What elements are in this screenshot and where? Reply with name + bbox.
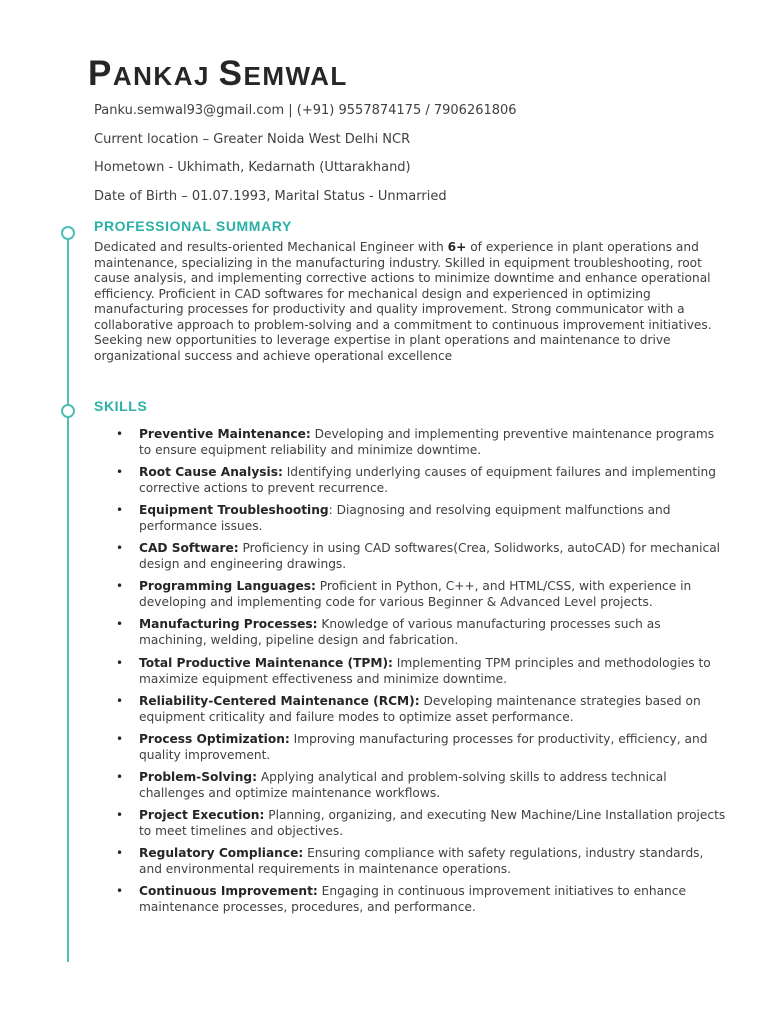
bullet-icon: • xyxy=(116,731,124,746)
skill-description: : Diagnosing and resolving equipment malfunctions and performance issues. xyxy=(139,503,671,534)
skill-item xyxy=(116,693,728,725)
summary-heading: PROFESSIONAL SUMMARY xyxy=(94,218,292,234)
bullet-icon: • xyxy=(116,884,124,899)
bullet-icon: • xyxy=(116,617,124,632)
name-first-initial: P xyxy=(88,54,113,93)
skill-title: Regulatory Compliance: xyxy=(139,846,304,861)
candidate-name xyxy=(88,56,348,91)
hometown: Hometown - Ukhimath, Kedarnath (Uttarakhand) xyxy=(94,160,411,175)
bullet-icon: • xyxy=(116,693,124,708)
skill-description: Engaging in continuous improvement initiatives to enhance maintenance processes, procedures, and performance. xyxy=(139,884,686,915)
skill-description: Developing maintenance strategies based on equipment criticality and failure modes to optimize asset performance. xyxy=(139,693,701,724)
skill-title: Programming Languages: xyxy=(139,579,316,594)
skill-title: Process Optimization: xyxy=(139,731,290,746)
skill-description: Developing and implementing preventive maintenance programs to ensure equipment reliability and minimize downtime. xyxy=(139,427,715,457)
summary-text-rest: of experience in plant operations and maintenance, specializing in the manufacturing industry. Skilled in equipment troubleshooting, root cause analysis, and implementing corrective actions to minimize downtime and enhance operational efficiency. Proficient in CAD softwares for mechanical design and experienced in optimizing manufacturing processes for productivity and quality improvement. Strong communicator with a collaborative approach to problem-solving and a commitment to continuous improvement initiatives. Seeking new opportunities to leverage expertise in plant operations and maintenance to drive organizational success and achieve operational excellence xyxy=(94,240,712,363)
skill-description: Identifying underlying causes of equipment failures and implementing corrective actions to prevent recurrence. xyxy=(139,465,716,496)
skill-title: CAD Software: xyxy=(139,541,239,556)
skill-title: Manufacturing Processes: xyxy=(139,617,318,632)
skill-description: Implementing TPM principles and methodologies to maximize equipment effectiveness and minimize downtime. xyxy=(139,655,711,686)
summary-text xyxy=(94,240,734,364)
skill-title: Reliability-Centered Maintenance (RCM): xyxy=(139,693,420,708)
skill-title: Continuous Improvement: xyxy=(139,884,318,899)
bullet-icon: • xyxy=(116,541,124,556)
summary-years: 6+ xyxy=(447,240,467,254)
skill-description: Ensuring compliance with safety regulations, industry standards, and environmental requirements in maintenance operations. xyxy=(139,846,704,877)
skill-title: Problem-Solving: xyxy=(139,769,257,784)
bullet-icon: • xyxy=(116,655,124,670)
name-last-rest: EMWAL xyxy=(243,61,348,91)
skill-item xyxy=(116,540,728,572)
skill-title: Equipment Troubleshooting xyxy=(139,503,329,518)
skill-item xyxy=(116,731,728,763)
skill-item xyxy=(116,845,728,877)
timeline-node-skills xyxy=(61,404,75,418)
skill-item xyxy=(116,769,728,801)
bullet-icon: • xyxy=(116,807,124,822)
bullet-icon: • xyxy=(116,846,124,861)
skill-item xyxy=(116,578,728,610)
date-of-birth-status: Date of Birth – 01.07.1993, Marital Status - Unmarried xyxy=(94,189,447,204)
skill-title: Preventive Maintenance: xyxy=(139,427,311,441)
skill-title: Root Cause Analysis: xyxy=(139,465,283,480)
skill-item xyxy=(116,426,728,458)
name-last-initial: S xyxy=(218,54,244,93)
current-location: Current location – Greater Noida West Delhi NCR xyxy=(94,132,411,147)
skill-item xyxy=(116,502,728,534)
skills-heading: SKILLS xyxy=(94,398,148,414)
skill-item xyxy=(116,464,728,496)
timeline-line xyxy=(67,232,69,962)
timeline-node-summary xyxy=(61,226,75,240)
skill-title: Total Productive Maintenance (TPM): xyxy=(139,655,393,670)
name-first-rest: ANKAJ xyxy=(112,61,210,91)
bullet-icon: • xyxy=(116,427,124,441)
skill-item xyxy=(116,616,728,648)
summary-text-start: Dedicated and results-oriented Mechanical Engineer with xyxy=(94,240,448,254)
bullet-icon: • xyxy=(116,503,124,518)
skill-item xyxy=(116,807,728,839)
skills-list xyxy=(116,426,728,921)
skill-description: Knowledge of various manufacturing processes such as machining, welding, pipeline design and fabrication. xyxy=(139,617,661,648)
contact-line: Panku.semwal93@gmail.com | (+91) 9557874175 / 7906261806 xyxy=(94,103,517,118)
skill-description: Proficiency in using CAD softwares(Crea, Solidworks, autoCAD) for mechanical design and engineering drawings. xyxy=(139,541,721,572)
skill-description: Proficient in Python, C++, and HTML/CSS, with experience in developing and implementing code for various Beginner & Advanced Level projects. xyxy=(139,579,692,610)
skill-title: Project Execution: xyxy=(139,807,265,822)
skill-item xyxy=(116,883,728,915)
skill-description: Applying analytical and problem-solving skills to address technical challenges and optimize maintenance workflows. xyxy=(139,769,667,800)
bullet-icon: • xyxy=(116,769,124,784)
skill-item xyxy=(116,655,728,687)
skill-description: Planning, organizing, and executing New Machine/Line Installation projects to meet timelines and objectives. xyxy=(139,807,726,838)
bullet-icon: • xyxy=(116,579,124,594)
skill-description: Improving manufacturing processes for productivity, efficiency, and quality improvement. xyxy=(139,731,708,762)
bullet-icon: • xyxy=(116,465,124,480)
